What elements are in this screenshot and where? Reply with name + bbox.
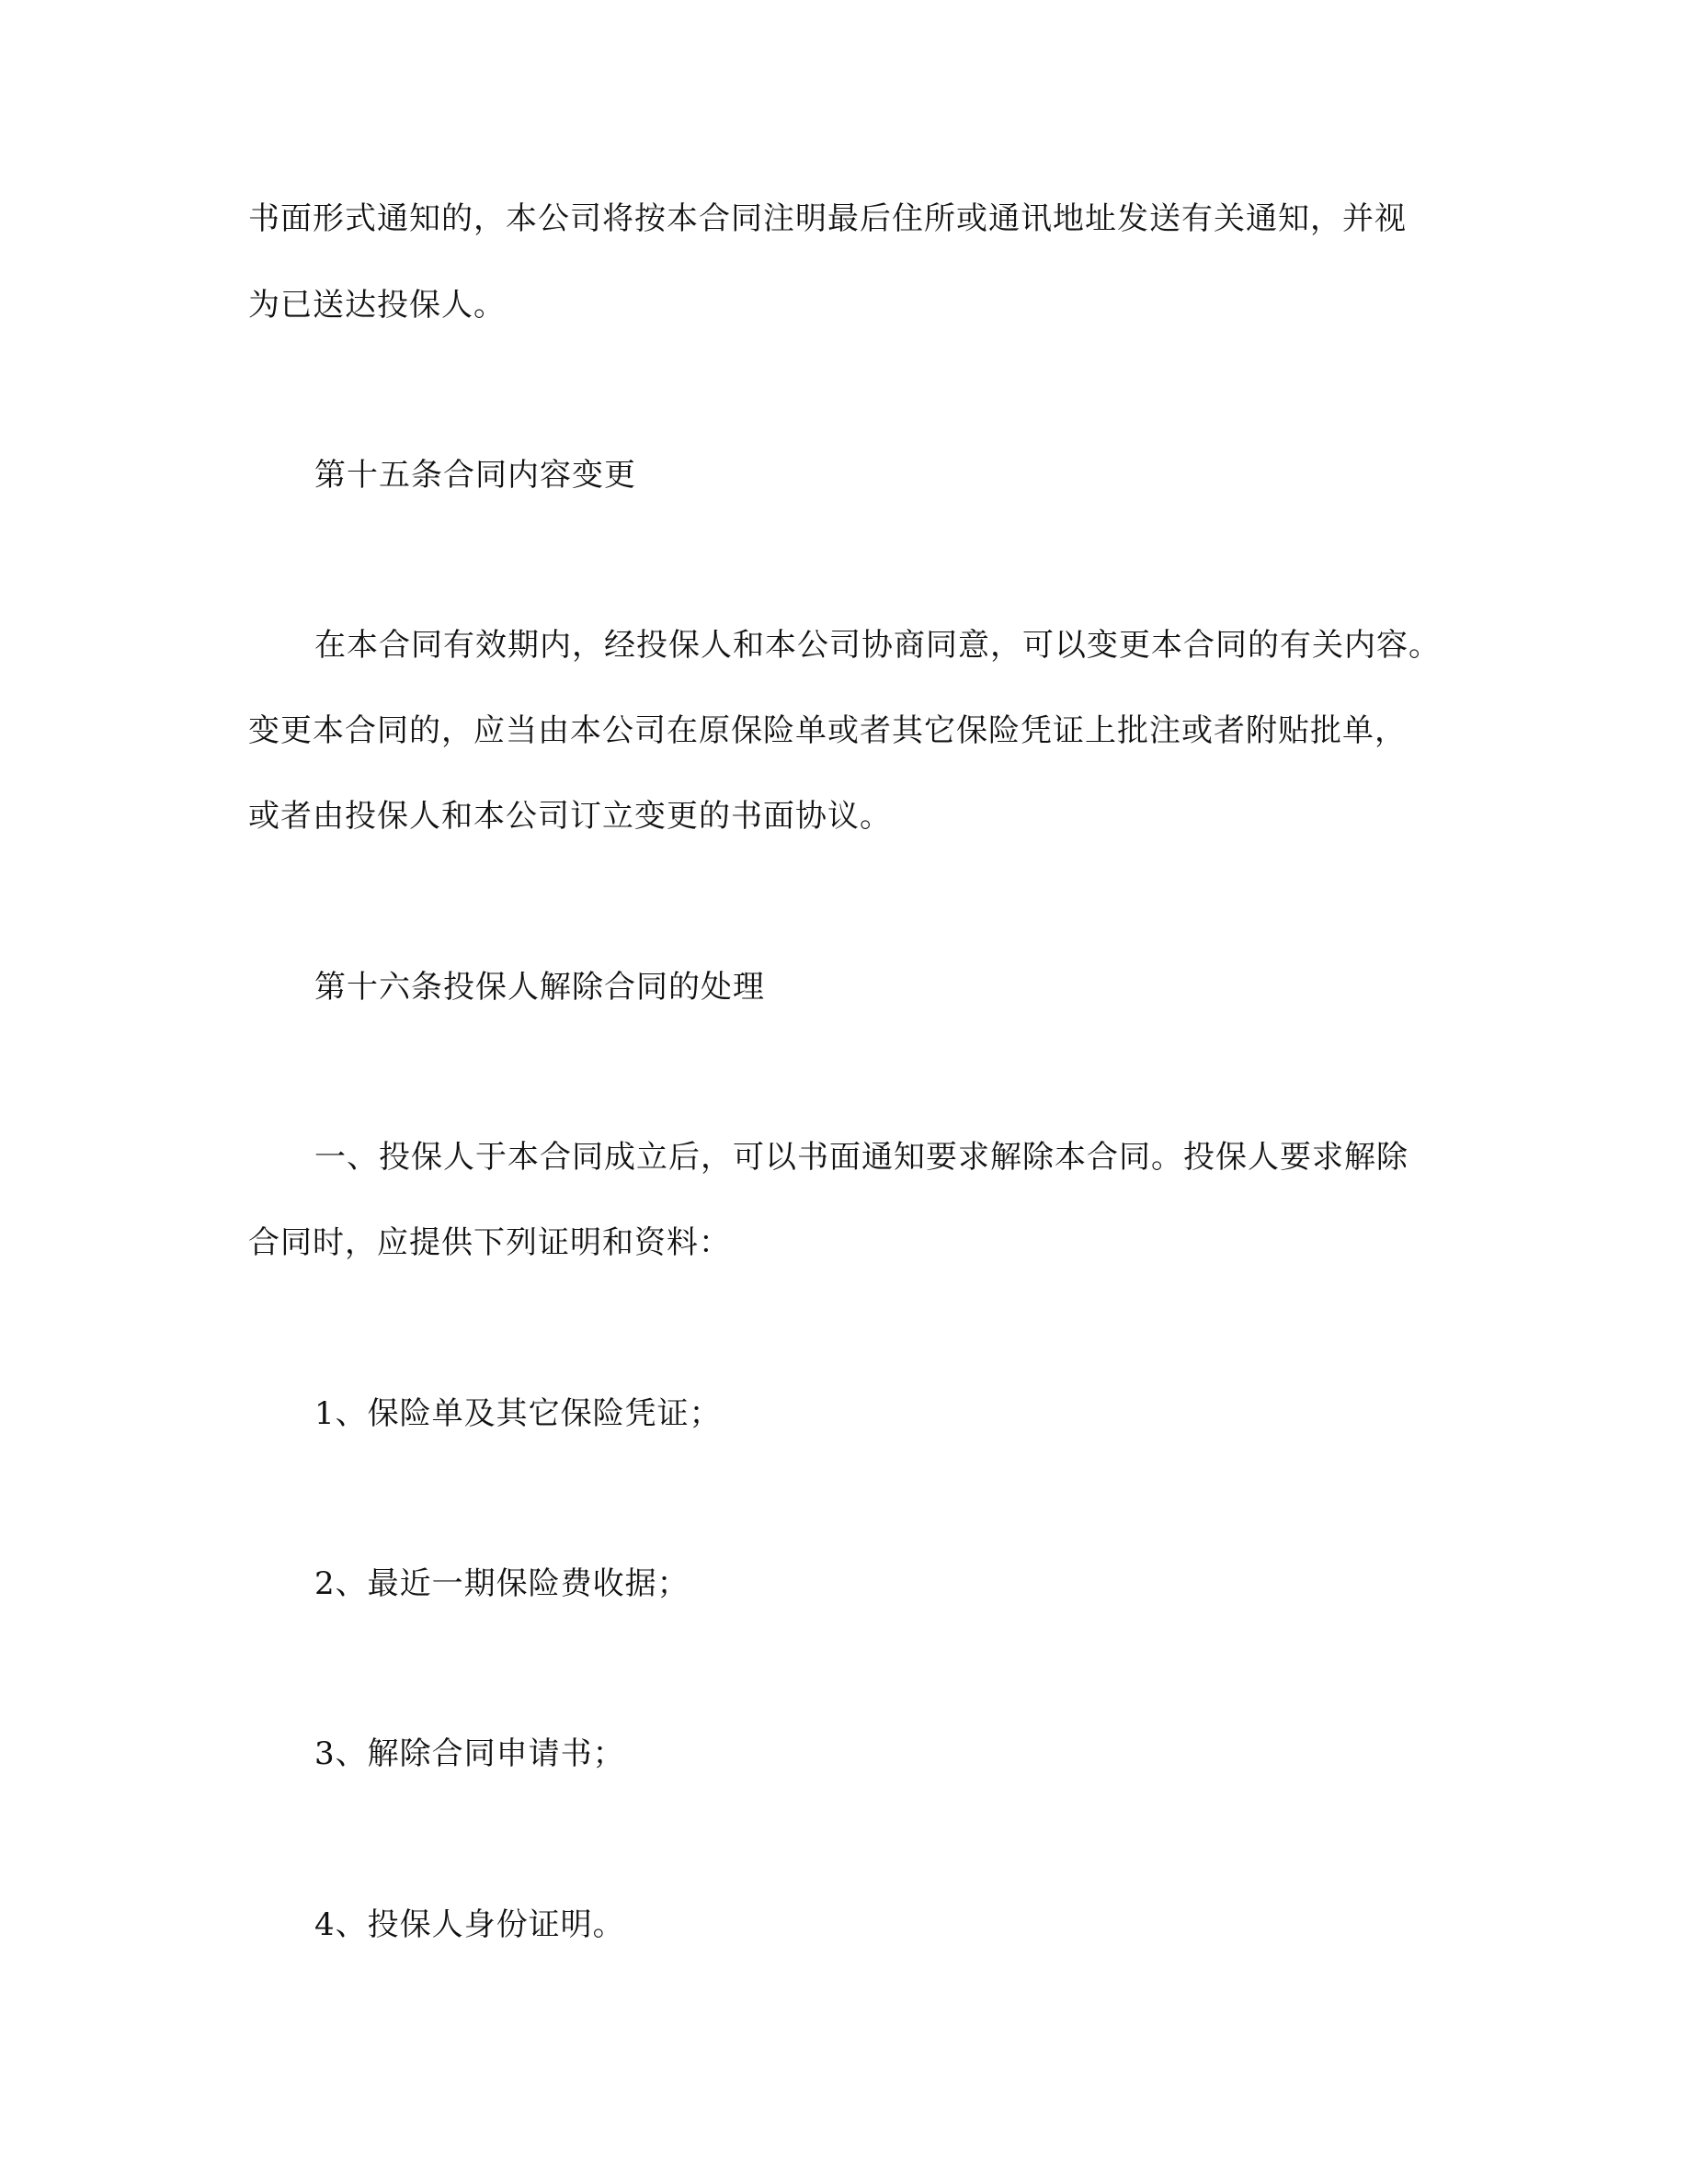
- list-item: 3、解除合同申请书；: [314, 1735, 625, 1772]
- paragraph-line: 变更本合同的，应当由本公司在原保险单或者其它保险凭证上批注或者附贴批单，: [248, 712, 1407, 749]
- paragraph-line: 书面形式通知的，本公司将按本合同注明最后住所或通讯地址发送有关通知，并视: [248, 200, 1407, 237]
- paragraph-line: 在本合同有效期内，经投保人和本公司协商同意，可以变更本合同的有关内容。: [314, 627, 1441, 664]
- list-item: 1、保险单及其它保险凭证；: [314, 1395, 722, 1432]
- section-heading: 第十五条合同内容变更: [314, 457, 636, 494]
- paragraph-line: 合同时，应提供下列证明和资料：: [248, 1224, 731, 1261]
- list-item: 2、最近一期保险费收据；: [314, 1565, 690, 1602]
- paragraph-line: 为已送达投保人。: [248, 287, 506, 324]
- paragraph-line: 或者由投保人和本公司订立变更的书面协议。: [248, 798, 892, 835]
- section-heading: 第十六条投保人解除合同的处理: [314, 969, 765, 1006]
- list-item: 4、投保人身份证明。: [314, 1906, 625, 1943]
- paragraph-line: 一、投保人于本合同成立后，可以书面通知要求解除本合同。投保人要求解除: [314, 1139, 1409, 1176]
